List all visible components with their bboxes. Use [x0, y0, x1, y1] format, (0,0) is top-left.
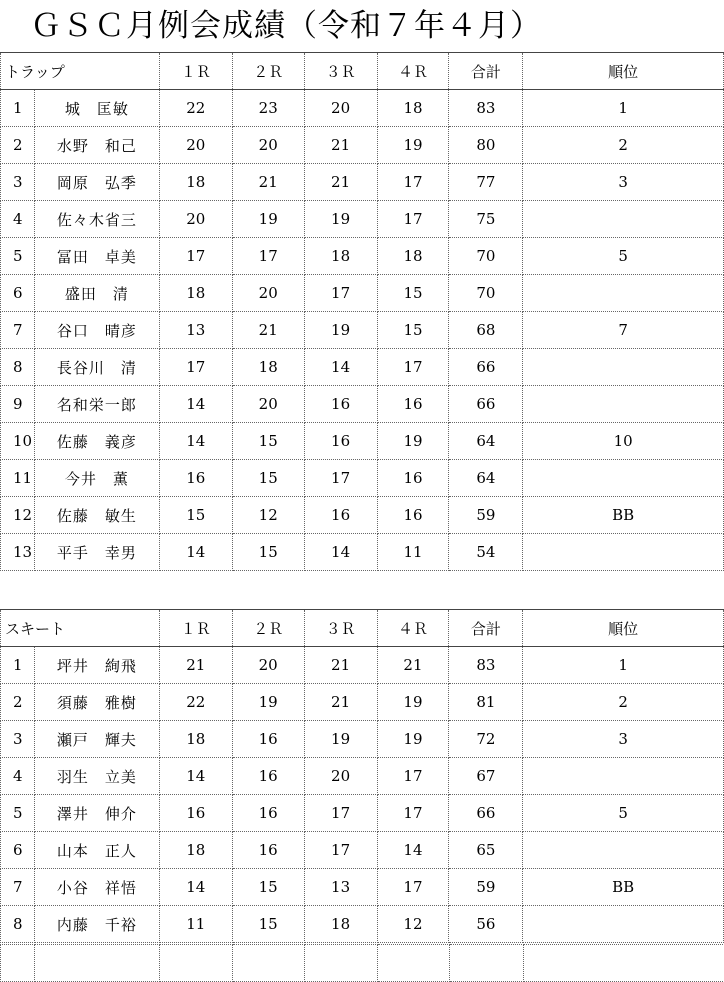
round-1-score: 14	[159, 869, 232, 906]
total-score: 80	[449, 127, 523, 164]
round-1-score: 22	[159, 90, 232, 127]
entry-number: 11	[1, 460, 35, 497]
round-1-score: 20	[159, 127, 232, 164]
header-round-1: １Ｒ	[159, 610, 232, 647]
round-1-score: 17	[159, 349, 232, 386]
skeet-section-label: スキート	[1, 610, 160, 647]
entry-number: 1	[1, 647, 35, 684]
rank: BB	[523, 497, 724, 534]
table-row	[1, 758, 724, 795]
rank: 7	[523, 312, 724, 349]
round-2-score: 20	[232, 386, 304, 423]
round-2-score: 15	[232, 423, 304, 460]
header-round-4: ４Ｒ	[377, 610, 449, 647]
header-round-3: ３Ｒ	[304, 610, 377, 647]
header-rank: 順位	[523, 53, 724, 90]
entry-number: 10	[1, 423, 35, 460]
round-3-score: 21	[304, 127, 377, 164]
round-4-score: 15	[377, 275, 449, 312]
entry-number: 8	[1, 906, 35, 943]
athlete-name: 山本 正人	[34, 832, 159, 869]
round-3-score: 16	[304, 423, 377, 460]
athlete-name: 澤井 伸介	[34, 795, 159, 832]
round-3-score: 21	[304, 647, 377, 684]
round-2-score: 15	[232, 906, 304, 943]
athlete-name: 今井 薫	[34, 460, 159, 497]
round-1-score: 21	[159, 647, 232, 684]
total-score: 66	[449, 386, 523, 423]
round-4-score: 19	[377, 423, 449, 460]
total-score: 64	[449, 460, 523, 497]
round-3-score: 17	[304, 275, 377, 312]
round-1-score: 22	[159, 684, 232, 721]
table-row	[1, 534, 724, 571]
athlete-name: 羽生 立美	[34, 758, 159, 795]
page-title: ＧＳＣ月例会成績（令和７年４月）	[30, 8, 542, 44]
athlete-name: 名和栄一郎	[34, 386, 159, 423]
skeet-results-table	[0, 609, 724, 943]
round-4-score: 17	[377, 795, 449, 832]
round-3-score: 20	[304, 758, 377, 795]
round-4-score: 15	[377, 312, 449, 349]
total-score: 70	[449, 275, 523, 312]
round-4-score: 18	[377, 90, 449, 127]
total-score: 83	[449, 90, 523, 127]
total-score: 67	[449, 758, 523, 795]
total-score: 68	[449, 312, 523, 349]
athlete-name: 須藤 雅樹	[34, 684, 159, 721]
round-3-score: 14	[304, 349, 377, 386]
round-3-score: 21	[304, 164, 377, 201]
round-4-score: 19	[377, 127, 449, 164]
table-row	[1, 312, 724, 349]
athlete-name: 長谷川 清	[34, 349, 159, 386]
rank: 5	[523, 795, 724, 832]
total-score: 54	[449, 534, 523, 571]
round-2-score: 15	[232, 534, 304, 571]
round-4-score: 17	[377, 164, 449, 201]
round-3-score: 19	[304, 312, 377, 349]
table-row	[1, 349, 724, 386]
rank	[523, 758, 724, 795]
round-4-score: 14	[377, 832, 449, 869]
round-2-score: 12	[232, 497, 304, 534]
round-1-score: 18	[159, 275, 232, 312]
round-3-score: 17	[304, 832, 377, 869]
rank	[523, 201, 724, 238]
round-4-score: 19	[377, 684, 449, 721]
table-row	[1, 684, 724, 721]
trap-section-label: トラップ	[1, 53, 160, 90]
entry-number: 5	[1, 795, 35, 832]
round-1-score: 14	[159, 534, 232, 571]
round-1-score: 14	[159, 758, 232, 795]
rank	[523, 832, 724, 869]
round-1-score: 17	[159, 238, 232, 275]
entry-number: 4	[1, 758, 35, 795]
round-3-score: 17	[304, 460, 377, 497]
rank	[523, 534, 724, 571]
table-row	[1, 423, 724, 460]
total-score: 72	[449, 721, 523, 758]
entry-number: 4	[1, 201, 35, 238]
round-1-score: 13	[159, 312, 232, 349]
round-4-score: 21	[377, 647, 449, 684]
rank: 2	[523, 684, 724, 721]
total-score: 77	[449, 164, 523, 201]
rank: 2	[523, 127, 724, 164]
table-row	[1, 460, 724, 497]
round-4-score: 17	[377, 349, 449, 386]
table-row	[1, 275, 724, 312]
entry-number: 7	[1, 312, 35, 349]
athlete-name: 小谷 祥悟	[34, 869, 159, 906]
round-3-score: 14	[304, 534, 377, 571]
rank: 3	[523, 164, 724, 201]
entry-number: 13	[1, 534, 35, 571]
entry-number: 7	[1, 869, 35, 906]
round-4-score: 17	[377, 201, 449, 238]
athlete-name: 城 匡敏	[34, 90, 159, 127]
athlete-name: 平手 幸男	[34, 534, 159, 571]
round-1-score: 20	[159, 201, 232, 238]
table-row	[1, 238, 724, 275]
round-4-score: 18	[377, 238, 449, 275]
round-3-score: 18	[304, 906, 377, 943]
round-2-score: 20	[232, 647, 304, 684]
round-3-score: 16	[304, 497, 377, 534]
round-1-score: 18	[159, 832, 232, 869]
total-score: 64	[449, 423, 523, 460]
rank: 10	[523, 423, 724, 460]
round-2-score: 19	[232, 201, 304, 238]
entry-number: 12	[1, 497, 35, 534]
round-4-score: 19	[377, 721, 449, 758]
round-3-score: 20	[304, 90, 377, 127]
entry-number: 8	[1, 349, 35, 386]
trap-header-row	[1, 53, 724, 90]
round-2-score: 16	[232, 721, 304, 758]
entry-number: 9	[1, 386, 35, 423]
empty-trailing-row	[0, 944, 724, 982]
round-2-score: 21	[232, 312, 304, 349]
rank	[523, 386, 724, 423]
total-score: 66	[449, 349, 523, 386]
round-2-score: 20	[232, 127, 304, 164]
round-1-score: 11	[159, 906, 232, 943]
athlete-name: 佐々木省三	[34, 201, 159, 238]
table-row	[1, 201, 724, 238]
entry-number: 5	[1, 238, 35, 275]
round-4-score: 16	[377, 460, 449, 497]
athlete-name: 岡原 弘季	[34, 164, 159, 201]
athlete-name: 冨田 卓美	[34, 238, 159, 275]
header-round-3: ３Ｒ	[304, 53, 377, 90]
rank: 1	[523, 90, 724, 127]
round-2-score: 18	[232, 349, 304, 386]
round-4-score: 11	[377, 534, 449, 571]
header-total: 合計	[449, 610, 523, 647]
round-2-score: 23	[232, 90, 304, 127]
skeet-header-row	[1, 610, 724, 647]
total-score: 56	[449, 906, 523, 943]
rank: BB	[523, 869, 724, 906]
round-1-score: 16	[159, 795, 232, 832]
rank	[523, 906, 724, 943]
round-3-score: 13	[304, 869, 377, 906]
table-row	[1, 90, 724, 127]
round-1-score: 15	[159, 497, 232, 534]
entry-number: 1	[1, 90, 35, 127]
total-score: 66	[449, 795, 523, 832]
round-2-score: 16	[232, 832, 304, 869]
round-1-score: 14	[159, 386, 232, 423]
rank	[523, 349, 724, 386]
round-2-score: 16	[232, 795, 304, 832]
rank	[523, 275, 724, 312]
table-row	[1, 647, 724, 684]
entry-number: 2	[1, 684, 35, 721]
header-rank: 順位	[523, 610, 724, 647]
total-score: 81	[449, 684, 523, 721]
entry-number: 3	[1, 721, 35, 758]
athlete-name: 瀬戸 輝夫	[34, 721, 159, 758]
table-row	[1, 386, 724, 423]
athlete-name: 水野 和己	[34, 127, 159, 164]
round-2-score: 15	[232, 869, 304, 906]
header-total: 合計	[449, 53, 523, 90]
rank: 1	[523, 647, 724, 684]
table-row	[1, 906, 724, 943]
round-3-score: 19	[304, 201, 377, 238]
round-3-score: 16	[304, 386, 377, 423]
total-score: 59	[449, 497, 523, 534]
table-row	[1, 497, 724, 534]
table-row	[1, 721, 724, 758]
header-round-2: ２Ｒ	[232, 610, 304, 647]
trap-results-table	[0, 52, 724, 571]
round-4-score: 17	[377, 758, 449, 795]
rank: 5	[523, 238, 724, 275]
round-2-score: 21	[232, 164, 304, 201]
table-row	[1, 164, 724, 201]
table-row	[1, 832, 724, 869]
round-2-score: 16	[232, 758, 304, 795]
round-2-score: 19	[232, 684, 304, 721]
total-score: 65	[449, 832, 523, 869]
round-4-score: 16	[377, 497, 449, 534]
round-4-score: 12	[377, 906, 449, 943]
entry-number: 6	[1, 275, 35, 312]
athlete-name: 佐藤 義彦	[34, 423, 159, 460]
total-score: 75	[449, 201, 523, 238]
round-4-score: 17	[377, 869, 449, 906]
rank: 3	[523, 721, 724, 758]
section-gap	[0, 570, 724, 608]
total-score: 70	[449, 238, 523, 275]
table-row	[1, 869, 724, 906]
round-4-score: 16	[377, 386, 449, 423]
table-row	[1, 795, 724, 832]
round-1-score: 16	[159, 460, 232, 497]
round-3-score: 19	[304, 721, 377, 758]
round-3-score: 18	[304, 238, 377, 275]
round-1-score: 14	[159, 423, 232, 460]
round-1-score: 18	[159, 721, 232, 758]
header-round-4: ４Ｒ	[377, 53, 449, 90]
round-3-score: 17	[304, 795, 377, 832]
total-score: 83	[449, 647, 523, 684]
entry-number: 2	[1, 127, 35, 164]
table-row	[1, 127, 724, 164]
athlete-name: 内藤 千裕	[34, 906, 159, 943]
total-score: 59	[449, 869, 523, 906]
athlete-name: 谷口 晴彦	[34, 312, 159, 349]
header-round-2: ２Ｒ	[232, 53, 304, 90]
round-2-score: 17	[232, 238, 304, 275]
round-3-score: 21	[304, 684, 377, 721]
round-1-score: 18	[159, 164, 232, 201]
athlete-name: 盛田 清	[34, 275, 159, 312]
athlete-name: 佐藤 敏生	[34, 497, 159, 534]
rank	[523, 460, 724, 497]
round-2-score: 20	[232, 275, 304, 312]
entry-number: 6	[1, 832, 35, 869]
header-round-1: １Ｒ	[159, 53, 232, 90]
round-2-score: 15	[232, 460, 304, 497]
athlete-name: 坪井 絢飛	[34, 647, 159, 684]
entry-number: 3	[1, 164, 35, 201]
